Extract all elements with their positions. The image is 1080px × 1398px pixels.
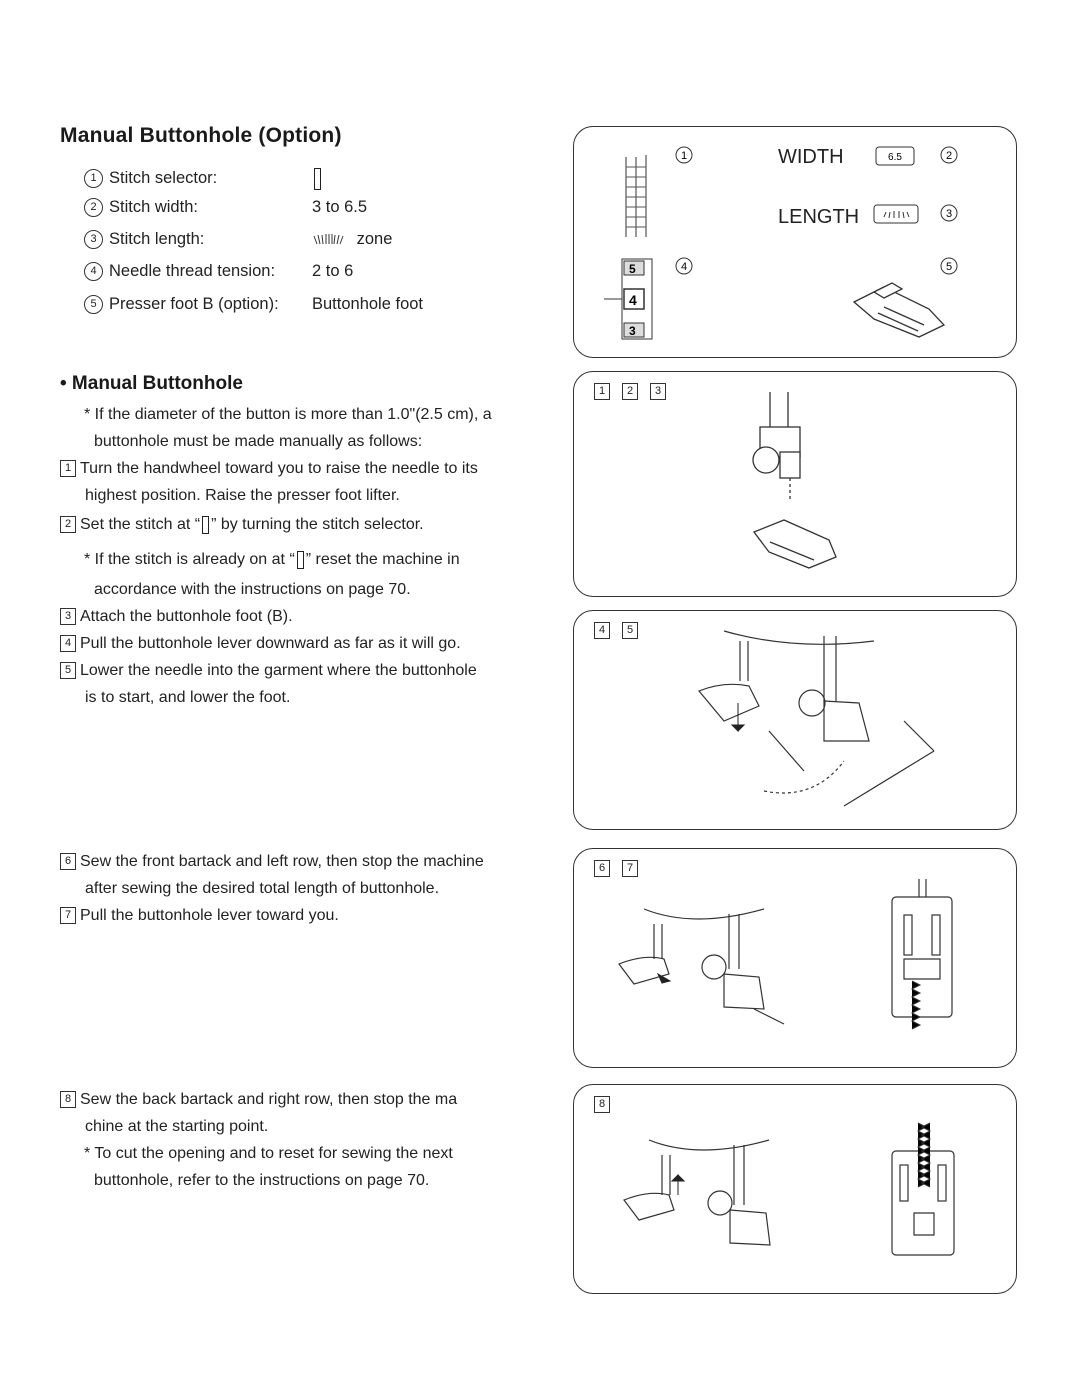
step-number: 5 bbox=[60, 662, 76, 679]
step-4: 4 Pull the buttonhole lever downward as far as it will go. bbox=[60, 630, 461, 657]
panel-step-number: 8 bbox=[594, 1096, 610, 1113]
step-number: 2 bbox=[60, 516, 76, 533]
circled-number: 4 bbox=[84, 262, 103, 281]
callout-2: 2 bbox=[945, 150, 953, 162]
step-2-note: * If the stitch is already on at “ ” reset the machine in accordance with the instructions on page 70. bbox=[84, 551, 460, 598]
setting-thread-tension bbox=[84, 259, 354, 283]
dial-mark-5: 5 bbox=[629, 262, 636, 276]
step-1: 1 Turn the handwheel toward you to raise the needle to its highest position. Raise the presser foot lifter. bbox=[60, 455, 478, 509]
setting-presser-foot bbox=[84, 292, 424, 316]
dial-mark-3: 3 bbox=[629, 324, 636, 338]
page-title: Manual Buttonhole (Option) bbox=[60, 124, 342, 147]
settings-panel bbox=[573, 126, 1017, 358]
setting-label: Stitch width: bbox=[109, 198, 198, 216]
back-bartack-illustration bbox=[574, 1085, 1016, 1293]
section-heading: • Manual Buttonhole bbox=[60, 373, 243, 394]
setting-value: 2 to 6 bbox=[312, 262, 354, 280]
dial-mark-4: 4 bbox=[629, 292, 637, 308]
setting-value: Buttonhole foot bbox=[312, 295, 424, 313]
circled-number: 2 bbox=[84, 198, 103, 217]
step-6: 6 Sew the front bartack and left row, then stop the machine after sewing the desired total length of buttonhole. bbox=[60, 848, 484, 902]
stitch-symbol-icon bbox=[312, 166, 323, 190]
setting-stitch-width bbox=[84, 195, 368, 219]
step-number: 8 bbox=[60, 1091, 76, 1108]
circled-number: 3 bbox=[84, 230, 103, 249]
setting-label: Presser foot B (option): bbox=[109, 295, 279, 313]
setting-stitch-length bbox=[84, 227, 393, 251]
panel-step-number: 3 bbox=[650, 383, 666, 400]
width-label: WIDTH bbox=[778, 146, 844, 168]
panel-step-number: 4 bbox=[594, 622, 610, 639]
callout-3: 3 bbox=[945, 208, 953, 220]
step-3: 3 Attach the buttonhole foot (B). bbox=[60, 603, 293, 630]
step-1-3-panel bbox=[573, 371, 1017, 597]
presser-foot-attach-illustration bbox=[574, 372, 1016, 596]
step-6-7-panel bbox=[573, 848, 1017, 1068]
step-2: 2 Set the stitch at “ ” by turning the stitch selector. bbox=[60, 511, 424, 538]
width-value: 6.5 bbox=[888, 152, 902, 163]
length-zone-icon bbox=[312, 233, 352, 247]
setting-value: zone bbox=[356, 230, 393, 248]
lever-toward-illustration bbox=[574, 849, 1016, 1067]
callout-1: 1 bbox=[680, 150, 688, 162]
machine-dial-illustration bbox=[574, 127, 1016, 357]
panel-step-number: 2 bbox=[622, 383, 638, 400]
circled-number: 5 bbox=[84, 295, 103, 314]
length-label: LENGTH bbox=[778, 206, 860, 228]
setting-label: Stitch selector: bbox=[109, 169, 218, 187]
circled-number: 1 bbox=[84, 169, 103, 188]
step-number: 7 bbox=[60, 907, 76, 924]
panel-step-number: 1 bbox=[594, 383, 610, 400]
setting-value: 3 to 6.5 bbox=[312, 198, 368, 216]
step-5: 5 Lower the needle into the garment where the buttonhole is to start, and lower the foot. bbox=[60, 657, 477, 711]
step-number: 1 bbox=[60, 460, 76, 477]
step-number: 3 bbox=[60, 608, 76, 625]
stitch-symbol-icon bbox=[202, 516, 209, 534]
intro-note: * If the diameter of the button is more than 1.0"(2.5 cm), a buttonhole must be made manually as follows: bbox=[84, 406, 492, 450]
setting-label: Stitch length: bbox=[109, 230, 205, 248]
panel-step-number: 6 bbox=[594, 860, 610, 877]
step-8-panel bbox=[573, 1084, 1017, 1294]
panel-step-number: 7 bbox=[622, 860, 638, 877]
callout-5: 5 bbox=[945, 261, 953, 273]
step-8: 8 Sew the back bartack and right row, then stop the ma chine at the starting point. bbox=[60, 1086, 457, 1140]
panel-step-number: 5 bbox=[622, 622, 638, 639]
step-7: 7 Pull the buttonhole lever toward you. bbox=[60, 902, 339, 929]
stitch-symbol-icon bbox=[297, 551, 304, 569]
step-number: 6 bbox=[60, 853, 76, 870]
lever-down-illustration bbox=[574, 611, 1016, 829]
setting-label: Needle thread tension: bbox=[109, 262, 276, 280]
setting-stitch-selector bbox=[84, 166, 217, 190]
step-4-5-panel bbox=[573, 610, 1017, 830]
step-8-note: * To cut the opening and to reset for sewing the next buttonhole, refer to the instructions on page 70. bbox=[84, 1145, 453, 1189]
step-number: 4 bbox=[60, 635, 76, 652]
callout-4: 4 bbox=[680, 261, 688, 273]
